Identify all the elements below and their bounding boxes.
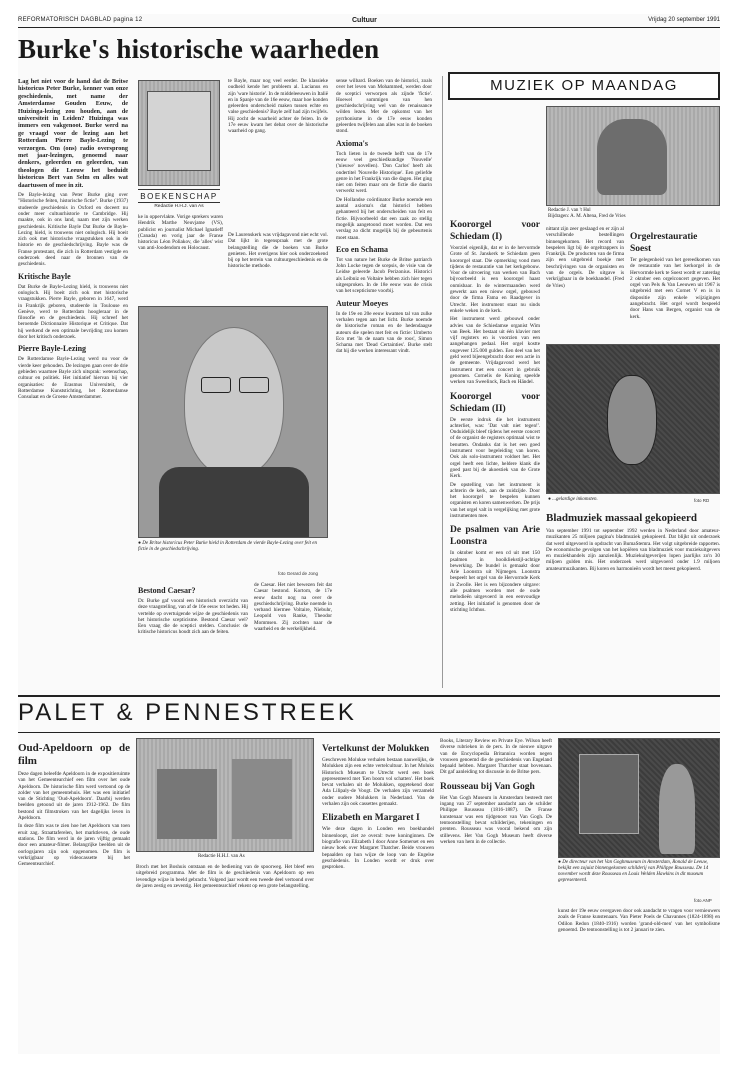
book-illustration bbox=[147, 91, 211, 171]
burke-body-11: De Hollandse coördinator Burke noemde een aantal axioma's dat historici hebben gehanteerd bij het onderscheiden van feit en fictie. Bijvoorbeeld dat een zaak zo stellig mogelijk aangetoond moet worden. Dat een verslag zo dicht mogelijk bij de gebeurtenis moet staan. bbox=[336, 196, 432, 241]
musician-figure bbox=[597, 119, 667, 195]
muziek-section-title: MUZIEK OP MAANDAG bbox=[490, 77, 678, 94]
oud-body-2: In deze film was te zien hoe het Apeldoorn van toen eruit zag. Straattaferelen, het marktleven, de oude stations. De film werd in de jaren vijftig gemaakt door een amateur-filmer. Belangrijke beelden uit de oorlogsjaren zijn ook opgenomen. De film is verkrijgbaar op videocassette bij het Gemeentearchief. bbox=[18, 823, 130, 868]
muziek-section-banner bbox=[448, 72, 720, 100]
elizabeth-body: Wie deze dagen in Londen een boekhandel binnenloopt, ziet ze overal: twee koninginnen. De biografie van Elizabeth I door Anne Somerset en een nieuw boek over Margaret Thatcher. Beide vrouwen bepaalden op hun wijze de loop van de Engelse geschiedenis. In Londen wordt er druk over gesproken. bbox=[322, 826, 434, 871]
boekenschap-label: BOEKENSCHAP bbox=[138, 189, 220, 203]
boekenschap-editor: Redactie H.H.J. van As bbox=[154, 204, 204, 209]
subhead-elizabeth: Elizabeth en Margaret I bbox=[322, 813, 420, 824]
burke-caption-text: ● De Britse historicus Peter Burke hield in Rotterdam de vierde Bayle-Lezing over feit en fictie in de geschiedschrijving. bbox=[138, 541, 317, 552]
burke-column-1 bbox=[18, 78, 128, 690]
subhead-oud-apeldoorn: Oud-Apeldoorn op de film bbox=[18, 742, 130, 767]
instrument-photo-caption: ● ...gelardige inkomsten. bbox=[548, 497, 598, 502]
rousseau-body: Het Van Gogh Museum in Amsterdam besteedt met ingang van 27 september aandacht aan de schilder Philippe Rousseau (1816-1887). De Franse kunstenaar was een tijdgenoot van Van Gogh. De tentoonstelling bevat schilderijen, tekeningen en prenten. Rousseau was vooral bekend om zijn stillevens. Het Van Gogh Museum heeft diverse werken van hem in de collectie. bbox=[440, 794, 552, 845]
portrait-shoulders bbox=[159, 467, 309, 537]
muziek-column-2 bbox=[546, 226, 624, 336]
right-column-bladmuziek bbox=[546, 508, 720, 690]
subhead-eco-schama: Eco en Schama bbox=[336, 244, 388, 254]
subhead-bestond-caesar: Bestond Caesar? bbox=[138, 586, 196, 595]
instrument-photo bbox=[546, 344, 720, 494]
subhead-psalmen: De psalmen van Arie Loonstra bbox=[450, 525, 540, 548]
soest-body: Ter gelegenheid van het gereedkomen van de restauratie van het kerkorgel in de Hervormde kerk te Soest wordt er zaterdag 2 oktober een orgelconcert gegeven. Het orgel van Pels & Van Leeuwen uit 1967 is uitgebreid met een Cornet V en is in dispositie zijn enkele wijzigingen aangebracht. Het orgel wordt bespeeld door Hans van Bergen, organist van de kerk. bbox=[630, 257, 720, 320]
column-divider bbox=[442, 76, 443, 688]
book-cover-photo bbox=[138, 80, 220, 186]
glasses-left-lens bbox=[201, 377, 231, 393]
muziek-header-photo bbox=[546, 106, 720, 206]
burke-body-1: De Bayle-lezing van Peter Burke ging over "Historische feiten, historische fictie". Burke (1937) studeerde geschiedenis in Oxford en doceert nu onder meer cultuurhistorie te Cambridge. Hij maakte, ook in ons land, naam met zijn werken geschiedenis. Kritische Bayle Dat Burke de Bayle-Lezing hield, is trouwens niet onlogisch. Hij boeit zich ook met historische vraagstukken ook in de historie en de geschiedschrijving. Bayle was de Franse protestant, die zich in Rotterdam vestigde en onderzoek deed naar de bronnen van de geschiedenis. bbox=[18, 192, 128, 268]
rousseau-body-2: kunst der 19e eeuw overgaven door ook aandacht te vragen voor vernieuwers zoals de Franse kunstenaars. Van Pieter Poels de Chavannes (1824-1898) en Odilon Redon (1840-1916) worden 'grand-old-men' van het symbolisme genoemd. De tentoonstelling is tot 2 januari te zien. bbox=[558, 908, 720, 933]
subhead-bladmuziek: Bladmuziek massaal gekopieerd bbox=[546, 512, 697, 524]
muziek-body-2: De eerste indruk die het instrument achterliet, was: 'Dat valt niet tegen!'. Onduidelijk bleef tijdens het eerste concert of de organist de registers optimaal wist te benutten. Ondanks dat is het een goed instrument voor begeleiding van koren. Ook als solo-instrument voldoet het. Het orgel heeft een lichte, heldere klank die goed past bij de akoestiek van de Grote Kerk. bbox=[450, 416, 540, 480]
burke-photo-credit: foto Gerard de Jong bbox=[278, 571, 319, 576]
instrument-photo-credit: foto RD bbox=[694, 498, 710, 503]
muziek-body-1b: Het instrument werd gebouwd onder advies van de Schiedamse organist Wim van Beek. Het bestaat uit één klavier met vijf registers en is voorzien van een aangehangen pedaal. Het orgel kostte ongeveer 125.000 gulden. Een deel van het geld werd bijeengebracht door een actie in de gemeente. Vrijdagavond werd het instrument met een concert in gebruik genomen. Cornelis de Koning speelde werken van Sweelinck, Bach en Händel. bbox=[450, 316, 540, 386]
apeldoorn-film-photo bbox=[136, 738, 314, 852]
subhead-axiomas: Axioma's bbox=[336, 138, 368, 148]
issue-date: Vrijdag 20 september 1991 bbox=[648, 17, 720, 23]
oud-body-1: Deze dagen beleefde Apeldoorn in de expositieruimte van het Gemeentearchief een film over het oude Apeldoorn. De historische film werd vertoond op de zolder van het gemeentehuis. Het was een initiatief van de Stichting 'Oud-Apeldoorn'. Daarbij werden beelden getoond uit de jaren 1912-1962. De film bestond uit filmstroken van het dagelijks leven in Apeldoorn. bbox=[18, 771, 130, 822]
newspaper-page bbox=[18, 14, 720, 1054]
palet-column-2 bbox=[136, 864, 314, 1054]
burke-column-3 bbox=[336, 78, 432, 690]
burke-column-2-bottom bbox=[138, 582, 248, 692]
portrait-face bbox=[184, 327, 284, 477]
palet-title-rule bbox=[18, 732, 720, 733]
publication-page-label: REFORMATORISCH DAGBLAD pagina 12 bbox=[18, 17, 143, 23]
burke-portrait-photo bbox=[138, 306, 328, 538]
muziek-column-1 bbox=[450, 214, 540, 688]
books-body: Books, Literary Review en Private Eye. Wilson heeft diverse rubrieken in de pers. In de nieuwe uitgave van de Encyclopedia Britannica worden negen vrouwen genoemd die de geschiedenis van Engeland bepaald hebben. Margaret Thatcher staat bovenaan. Dit gaf aanleiding tot discussie in de Britse pers. bbox=[440, 738, 552, 776]
section-label: Cultuur bbox=[352, 17, 377, 24]
muziek-body-2b: De opstelling van het instrument is achterin de kerk, aan de zuidzijde. Door het koororgel te bespelen kunnen organisten en koren samenwerken. De prijs van het orgel valt in vergelijking met grote instrumenten mee. bbox=[450, 481, 540, 519]
subhead-auteur-moeyes: Auteur Moeyes bbox=[336, 298, 389, 308]
palet-column-5 bbox=[558, 908, 720, 1054]
subhead-rousseau: Rousseau bij Van Gogh bbox=[440, 781, 535, 792]
burke-column-2-mid bbox=[138, 214, 223, 302]
burke-body-9: sense wilbard. Boeken van de historici, zoals over het leven van Mohammed, werden door de sceptici verworpen als zijnde 'fictie'. Hoewel sommigen van hen geschiedschrijving wel van de renaissance wilden lezen. Met de opkomst van het pyrrhonisme in de 17e eeuw konden geleerden twijfelen aan alles wat in de boeken stond. bbox=[336, 78, 432, 135]
burke-column-2b-bottom bbox=[254, 582, 332, 692]
burke-headline: Burke's historische waarheden bbox=[18, 34, 380, 64]
painting-frame bbox=[579, 754, 639, 834]
burke-body-12: Tot van nature het Burke de Britse patriarch John Locke tegen de scepsis, de visie van de Leidse geleerde Jacob Perizonius. Historici als Leibniz en Voltaire hebben zich hier tegen uitgesproken. In de 18e eeuw was de crisis van het scepticisme voorbij. bbox=[336, 256, 432, 295]
burke-column-2-mid-b bbox=[228, 232, 328, 302]
film-street bbox=[232, 759, 292, 839]
burke-body-2: Dat Burke de Bayle-Lezing hield, is trouwens niet onlogisch. Hij boeit zich ook met historische vraagstukken. Pierre Bayle, geboren in 1647, werd in Frankrijk geboren, studeerde in Toulouse en Genève, werd te Rotterdam hoogleraar in de filosofie en de geschiedenis. Hij schreef het beroemde Dictionnaire Historique et Critique. Dat hij werkend de een optimale bevrijding zou komen door het kritisch onderzoek. bbox=[18, 283, 128, 341]
burke-body-4: te Bayle, maar nog veel eerder. De klassieke oudheid kende het probleem al. Lucianus en zijn 'ware historie'. In de middeleeuwen in Italië en in Spanje van de 16e eeuw, maar hoe konden geleerden onderscheid maken tussen echte en valse geschiedenis? Bayle zelf had zijn twijfels. Hij zocht de waarheid achter de feiten. In de 17e eeuw kwam het debat over de historische waarheid op gang. bbox=[228, 78, 328, 135]
rousseau-photo-credit: foto ANP bbox=[694, 898, 712, 903]
palet-column-4 bbox=[440, 738, 552, 1054]
bladmuziek-body: Van september 1991 tot september 1992 werden in Nederland door amateur-muzikanten 25 miljoen pagina's bladmuziek gekopieerd. Dat blijkt uit onderzoek dat werd uitgevoerd in opdracht van BumaStemra. Het volgt uitgebreide rapporten. De economische gevolgen van het kopiëren van bladmuziek voor muziekuitgevers en muziekhandels zijn aanzienlijk. Muziekuitgeverijen lopen jaarlijks zo'n 30 miljoen gulden mis. Het onderzoek werd uitgevoerd onder 1.9 miljoen amateurmuzikanten. Bij koren en harmonieën wordt het meest gekopieerd. bbox=[546, 528, 720, 572]
subhead-koororgel-2: Koororgel voor Schiedam (II) bbox=[450, 391, 540, 414]
palet-column-1 bbox=[18, 738, 130, 1054]
subhead-pierre-bayle: Pierre Bayle-Lezing bbox=[18, 344, 87, 354]
burke-lead: Lag het niet voor de hand dat de Britse historicus Peter Burke, kenner van onze geschiedenis, met name der Amsterdamse Gouden Eeuw, de Huizinga-lezing zou houden, aan de universiteit in Leiden? Huizinga was immers een vakgenoot. Burke werd na ge vraagd voor de lezing aan het Rotterdam Pierre Bayle-Lezing te verzorgen. Om (ons) radio oversprong met jaar-lezingen, genoemd naar denkers, geleerden en geleerden, van theologen die Leeuw het beduidt historicus Bert van Selm en alles wat daartussen of mee in zit. bbox=[18, 78, 128, 189]
burke-column-2-top bbox=[228, 78, 328, 228]
section-separator bbox=[18, 695, 720, 697]
subhead-vertelkunst: Vertelkunst der Molukken bbox=[322, 744, 430, 754]
subhead-koororgel-1: Koororgel voor Schiedam (I) bbox=[450, 220, 540, 242]
oud-body-3: Broch met het Boshuis ontstaan en de bediening van de spoorweg. Het bleef een uitgebreid programma. Met de film is de geschiedenis van Apeldoorn op een levendige wijze in beeld gebracht. Volgend jaar wordt een tweede deel vertoond over de jaren zestig en zeventig. Het gemeentearchief rekent op een grote belangstelling. bbox=[136, 864, 314, 889]
muziek-editors: Redactie J. van 't Hul Bijdragen: A. M. Altena, Fred de Vries bbox=[548, 208, 626, 219]
museum-director-figure bbox=[659, 764, 695, 854]
palet-column-3 bbox=[322, 738, 434, 1054]
right-body-top: nittant zijn zeer geslaagd en er zijn al verschillende bestellingen binnengekomen. Het record van bespelers ligt bij de orgeltrappers in Frankrijk. De producten van de firma zijn een uitgebreid boekje met beschrijvingen van de organisten en van de orgels. De uitgave is verkrijgbaar in de boekhandel. (Fred de Vries) bbox=[546, 226, 624, 289]
apeldoorn-photo-caption: Redactie H.H.J. van As bbox=[198, 854, 245, 859]
subhead-orgelrestauratie: Orgelrestauratie Soest bbox=[630, 232, 698, 254]
muziek-body-3: In oktober komt er een cd uit met 150 psalmen in hooikliekstijl-achtige bewerking. De bundel is gemaakt door Arie Loonstra uit Nijmegen. Loonstra bespeelt het orgel van de Hervormde Kerk in Zwolle. Het is een bijzondere uitgave: alle psalmen worden met de oude melodieën uitgevoerd in een eenvoudige zetting. Het initiatief is genomen door de stichting Ichthus. bbox=[450, 550, 540, 613]
burke-body-6: De Laurenskerk was vrijdagavond niet echt vol. Dat lijkt in tegenspraak met de grote belangstelling die de boeken van Burke genieten. Het overigens hier ook onderzoekend bij op het terrein van cultuurgeschiedenis en de historische methode. bbox=[228, 232, 328, 270]
palet-section-title: PALET & PENNESTREEK bbox=[18, 699, 357, 726]
vertelkunst-body: Geschreven Molukse verhalen bestaan nauwelijks, de Molukken zijn een echte vertelcultuur. In het Moluks Historisch Museum te Utrecht werd een boek gepresenteerd met 'Een boom vol schatten'. Het boek bevat verhalen uit de Molukken, opgetekend door Ada Lilipaly-de Voogt. De verhalen zijn verzameld onder oudere Molukkers in Nederland. Van de verhalen zijn ook cassettes gemaakt. bbox=[322, 757, 434, 808]
running-head bbox=[18, 14, 720, 28]
burke-body-5: ke in oppervlakte. Vorige sprekers waren Hendrik Marthe Neuvjame (VS), publicist en journalist Michael Ignatieff (Canada) en vorig jaar de Franse historicus Léon Poliakov, die 'alles' wist van anti-Joodendom en Holocaust. bbox=[138, 214, 223, 252]
burke-body-3: De Rotterdamse Bayle-Lezing werd nu voor de vierde keer gehouden. De lezingen gaan over de drie gebieden waarmee Bayle zich uitsprak: wetenschap, cultuur en politiek. Het initiatief hiervan bij vier organisaties: de Erasmus Universiteit, de Rotterdamse Kunststichting, het Rotterdamse Consulaat en de Groene Amsterdammer. bbox=[18, 356, 128, 401]
muziek-body-1: Voorziel eigenlijk, dat er in de hervormde Grote of St. Janskerk te Schiedam geen koororgel staat. Die opmerking vond men tijdens de restauratie van het kerkgebouw. Voor de uitvoering van werken van Bach bijvoorbeeld is een koororgel haast onmisbaar. In de wintermaanden werd gewerkt aan een nieuw orgel, gebouwd door de firma Fama en Raadgever in Utrecht. Het instrument staat nu sinds enkele weken in de kerk. bbox=[450, 245, 540, 314]
glasses-right-lens bbox=[239, 377, 269, 393]
instrument-body bbox=[607, 375, 657, 465]
burke-body-13: In de 19e en 20e eeuw kwamen tal van zulke verhalen tegen aan het licht. Burke noemde de historische roman en de hedendaagse auteurs die spelen met feit en fictie: Umberto Eco met 'In de naam van de roos', Simon Schama met 'Dead Certainties'. Burke stelt dat hij die werken interessant vindt. bbox=[336, 310, 432, 355]
rousseau-museum-photo bbox=[558, 738, 720, 858]
burke-body-8: de Caesar. Het niet bewezen feit dat Caesar bestond. Kortom, de 17e eeuw dacht nog na over de geschiedschrijving. Burke noemde in verband hiermee Voltaire, Niebuhr, Leopold von Ranke, Theodor Mommsen. Zij zochten naar de waarheid en de werkelijkheid. bbox=[254, 582, 332, 633]
subhead-kritische-bayle: Kritische Bayle bbox=[18, 271, 71, 281]
rousseau-photo-caption: ● De directeur van het Van Goghmuseum in Amsterdam, Ronald de Leeuw, bekijkt een zojuist binnengekomen schilderij van Philippe Rousseau. De 14 november wordt deze Rousseau en Louis Welden Hawkins in dit museum gepresenteerd. bbox=[558, 860, 709, 883]
burke-body-7: Dr. Burke gaf vooral een historisch overzicht van deze vraagstelling, van af de 16e eeuw tot heden. Hij vertelde op overtuigende wijze de geschiedenis van het historische scepticisme. Bestond Caesar wel? Een vraag die de sceptici stelden. Conclusie: de kritische historicus houdt zich aan de feiten. bbox=[138, 598, 248, 636]
burke-body-10: Toch lieten in de tweede helft van de 17e eeuw veel geschiedkundige 'Nouvelle' ('nieuwe' novellen). 'Don Carlos' heeft als ondertitel 'Nouvelle Historique'. Een geliefde genre in het Frankrijk van die dagen. Het ging niet om feiten maar om de fictie die daarin verwerkt werd. bbox=[336, 150, 432, 195]
film-building bbox=[157, 769, 217, 839]
